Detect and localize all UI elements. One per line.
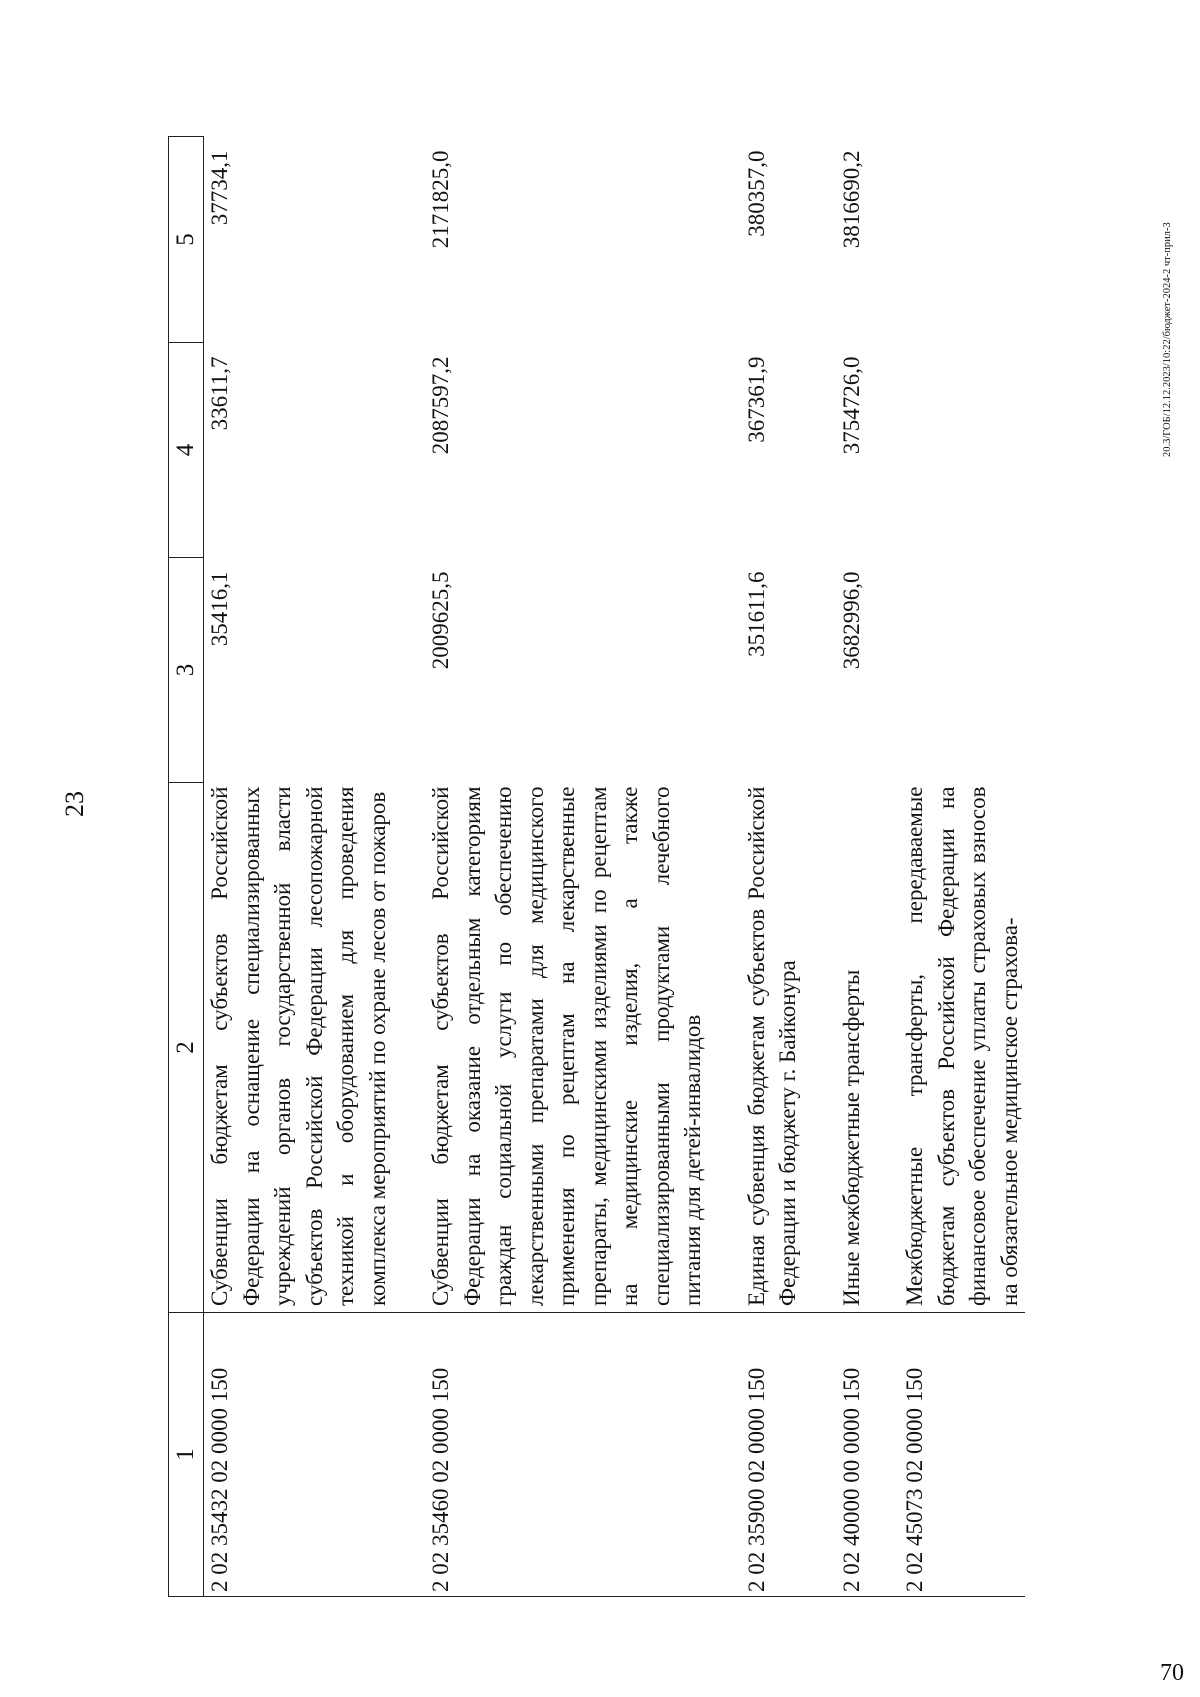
budget-table xyxy=(168,136,1025,1597)
page-number: 23 xyxy=(60,791,89,817)
budget-code: 2 02 40000 00 0000 150 xyxy=(836,1313,900,1597)
document-footer-code: 20.3/ГОБ/12.12.2023/10:22/бюджет-2024-2 чт-прил-3 xyxy=(1162,222,1173,457)
item-name: Единая субвенция бюджетам субъектов Российской Федерации и бюджету г. Байконура xyxy=(743,786,800,1306)
item-name: Иные межбюджетные трансферты xyxy=(838,969,864,1306)
budget-code: 2 02 45073 02 0000 150 xyxy=(899,1313,1025,1597)
column-header-4: 4 xyxy=(169,343,204,558)
table-row xyxy=(741,137,836,1597)
value-col-4 xyxy=(899,343,1025,558)
table-row xyxy=(836,137,900,1597)
value-col-5: 37734,1 xyxy=(207,150,232,226)
value-col-4: 3754726,0 xyxy=(838,356,864,455)
item-name: Межбюджетные трансферты, передаваемые бюджетам субъектов Российской Федерации на финансовое обеспечение уплаты страховых взносов на обязательное медицинское страхова- xyxy=(902,786,1022,1306)
item-name: Субвенции бюджетам субъектов Российской Федерации на оснащение специализированных учреждений органов государственной власти субъектов Российской Федерации лесопожарной техникой и оборудованием для проведения комплекса мероприятий по охране лесов от пожаров xyxy=(207,786,390,1306)
sheet-number: 70 xyxy=(1160,1660,1184,1686)
value-col-5: 2171825,0 xyxy=(428,150,453,249)
value-col-3 xyxy=(899,558,1025,783)
column-header-5: 5 xyxy=(169,137,204,343)
value-col-3: 351611,6 xyxy=(743,571,769,657)
column-header-1: 1 xyxy=(169,1313,204,1597)
item-name: Субвенции бюджетам субъектов Российской Федерации на оказание отдельным категориям граждан социальной услуги по обеспечению лекарственными препаратами для медицинского применения по рецептам на лекарственные препараты, медицинскими изделиями по рецептам на медицинские изделия, а также специализированными продуктами лечебного питания для детей-инвалидов xyxy=(428,786,705,1306)
value-col-3: 2009625,5 xyxy=(428,571,453,670)
value-col-5 xyxy=(899,137,1025,343)
column-header-3: 3 xyxy=(169,558,204,783)
table-row xyxy=(425,137,741,1597)
budget-code: 2 02 35460 02 0000 150 xyxy=(425,1313,741,1597)
value-col-5: 3816690,2 xyxy=(838,150,864,249)
budget-code: 2 02 35432 02 0000 150 xyxy=(204,1313,426,1597)
column-header-2: 2 xyxy=(169,783,204,1313)
value-col-4: 2087597,2 xyxy=(428,356,453,455)
value-col-4: 33611,7 xyxy=(207,356,232,431)
budget-code: 2 02 35900 02 0000 150 xyxy=(741,1313,836,1597)
table-header-row xyxy=(169,137,204,1597)
table-row xyxy=(204,137,426,1597)
value-col-4: 367361,9 xyxy=(743,356,769,443)
table-row xyxy=(899,137,1025,1597)
value-col-5: 380357,0 xyxy=(743,150,769,237)
value-col-3: 35416,1 xyxy=(207,571,232,647)
value-col-3: 3682996,0 xyxy=(838,571,864,670)
